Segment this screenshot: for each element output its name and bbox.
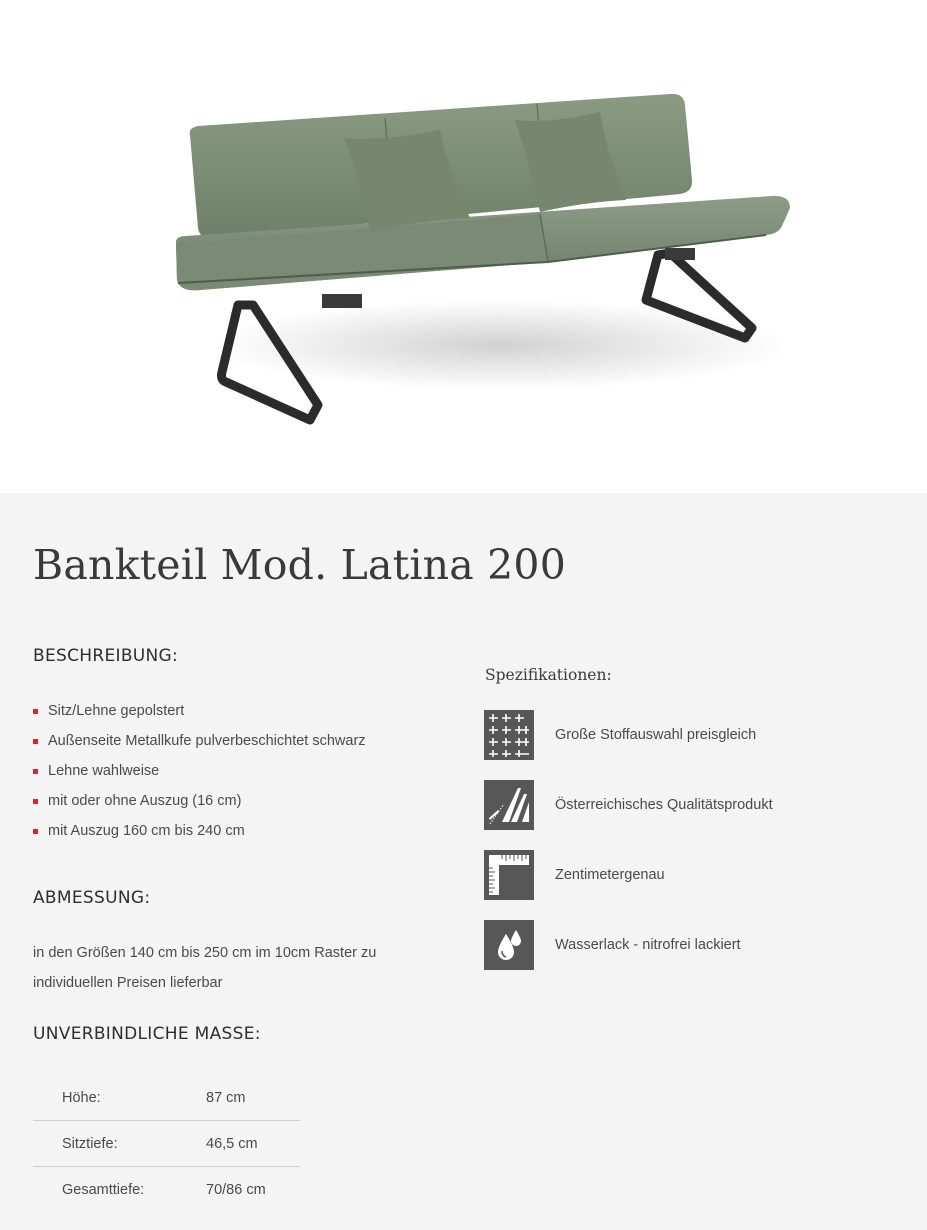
table-row <box>33 1075 300 1121</box>
table-row <box>33 1121 300 1167</box>
measure-value: 87 cm <box>206 1089 246 1106</box>
bullet-icon <box>33 829 38 834</box>
fabric-pattern-icon <box>484 710 534 760</box>
spec-label: Österreichisches Qualitätsprodukt <box>555 797 773 813</box>
product-title: Bankteil Mod. Latina 200 <box>33 541 566 589</box>
spec-item-waterlacquer <box>484 920 904 970</box>
product-details-panel <box>0 493 927 1230</box>
specifications-heading: Spezifikationen: <box>485 666 612 684</box>
bench-illustration <box>0 0 927 493</box>
bullet-icon <box>33 709 38 714</box>
bullet-icon <box>33 799 38 804</box>
description-heading: BESCHREIBUNG: <box>33 646 179 666</box>
list-item: mit Auszug 160 cm bis 240 cm <box>33 819 366 849</box>
spec-label: Wasserlack - nitrofrei lackiert <box>555 937 741 953</box>
list-item: mit oder ohne Auszug (16 cm) <box>33 789 366 819</box>
dimensions-heading: ABMESSUNG: <box>33 888 151 908</box>
dimensions-text: in den Größen 140 cm bis 250 cm im 10cm Raster zu individuellen Preisen lieferbar <box>33 945 377 991</box>
measure-label: Höhe: <box>62 1089 101 1106</box>
measure-label: Gesamttiefe: <box>62 1182 145 1198</box>
spec-label: Zentimetergenau <box>555 867 665 883</box>
list-item: Lehne wahlweise <box>33 759 366 789</box>
product-image <box>0 0 927 493</box>
table-row <box>33 1167 300 1213</box>
measures-heading: UNVERBINDLICHE MASSE: <box>33 1024 261 1044</box>
austria-quality-icon <box>484 780 534 830</box>
description-list <box>33 699 366 849</box>
measure-value: 46,5 cm <box>206 1135 258 1152</box>
bullet-icon <box>33 739 38 744</box>
measures-table <box>33 1075 300 1213</box>
list-item: Sitz/Lehne gepolstert <box>33 699 366 729</box>
spec-item-quality <box>484 780 904 830</box>
ruler-square-icon <box>484 850 534 900</box>
measure-value: 70/86 cm <box>206 1182 266 1198</box>
water-drops-icon <box>484 920 534 970</box>
bullet-icon <box>33 769 38 774</box>
list-item: Außenseite Metallkufe pulverbeschichtet schwarz <box>33 729 366 759</box>
spec-item-precision <box>484 850 904 900</box>
measure-label: Sitztiefe: <box>62 1135 118 1152</box>
spec-label: Große Stoffauswahl preisgleich <box>555 727 757 743</box>
spec-item-fabric <box>484 710 904 760</box>
